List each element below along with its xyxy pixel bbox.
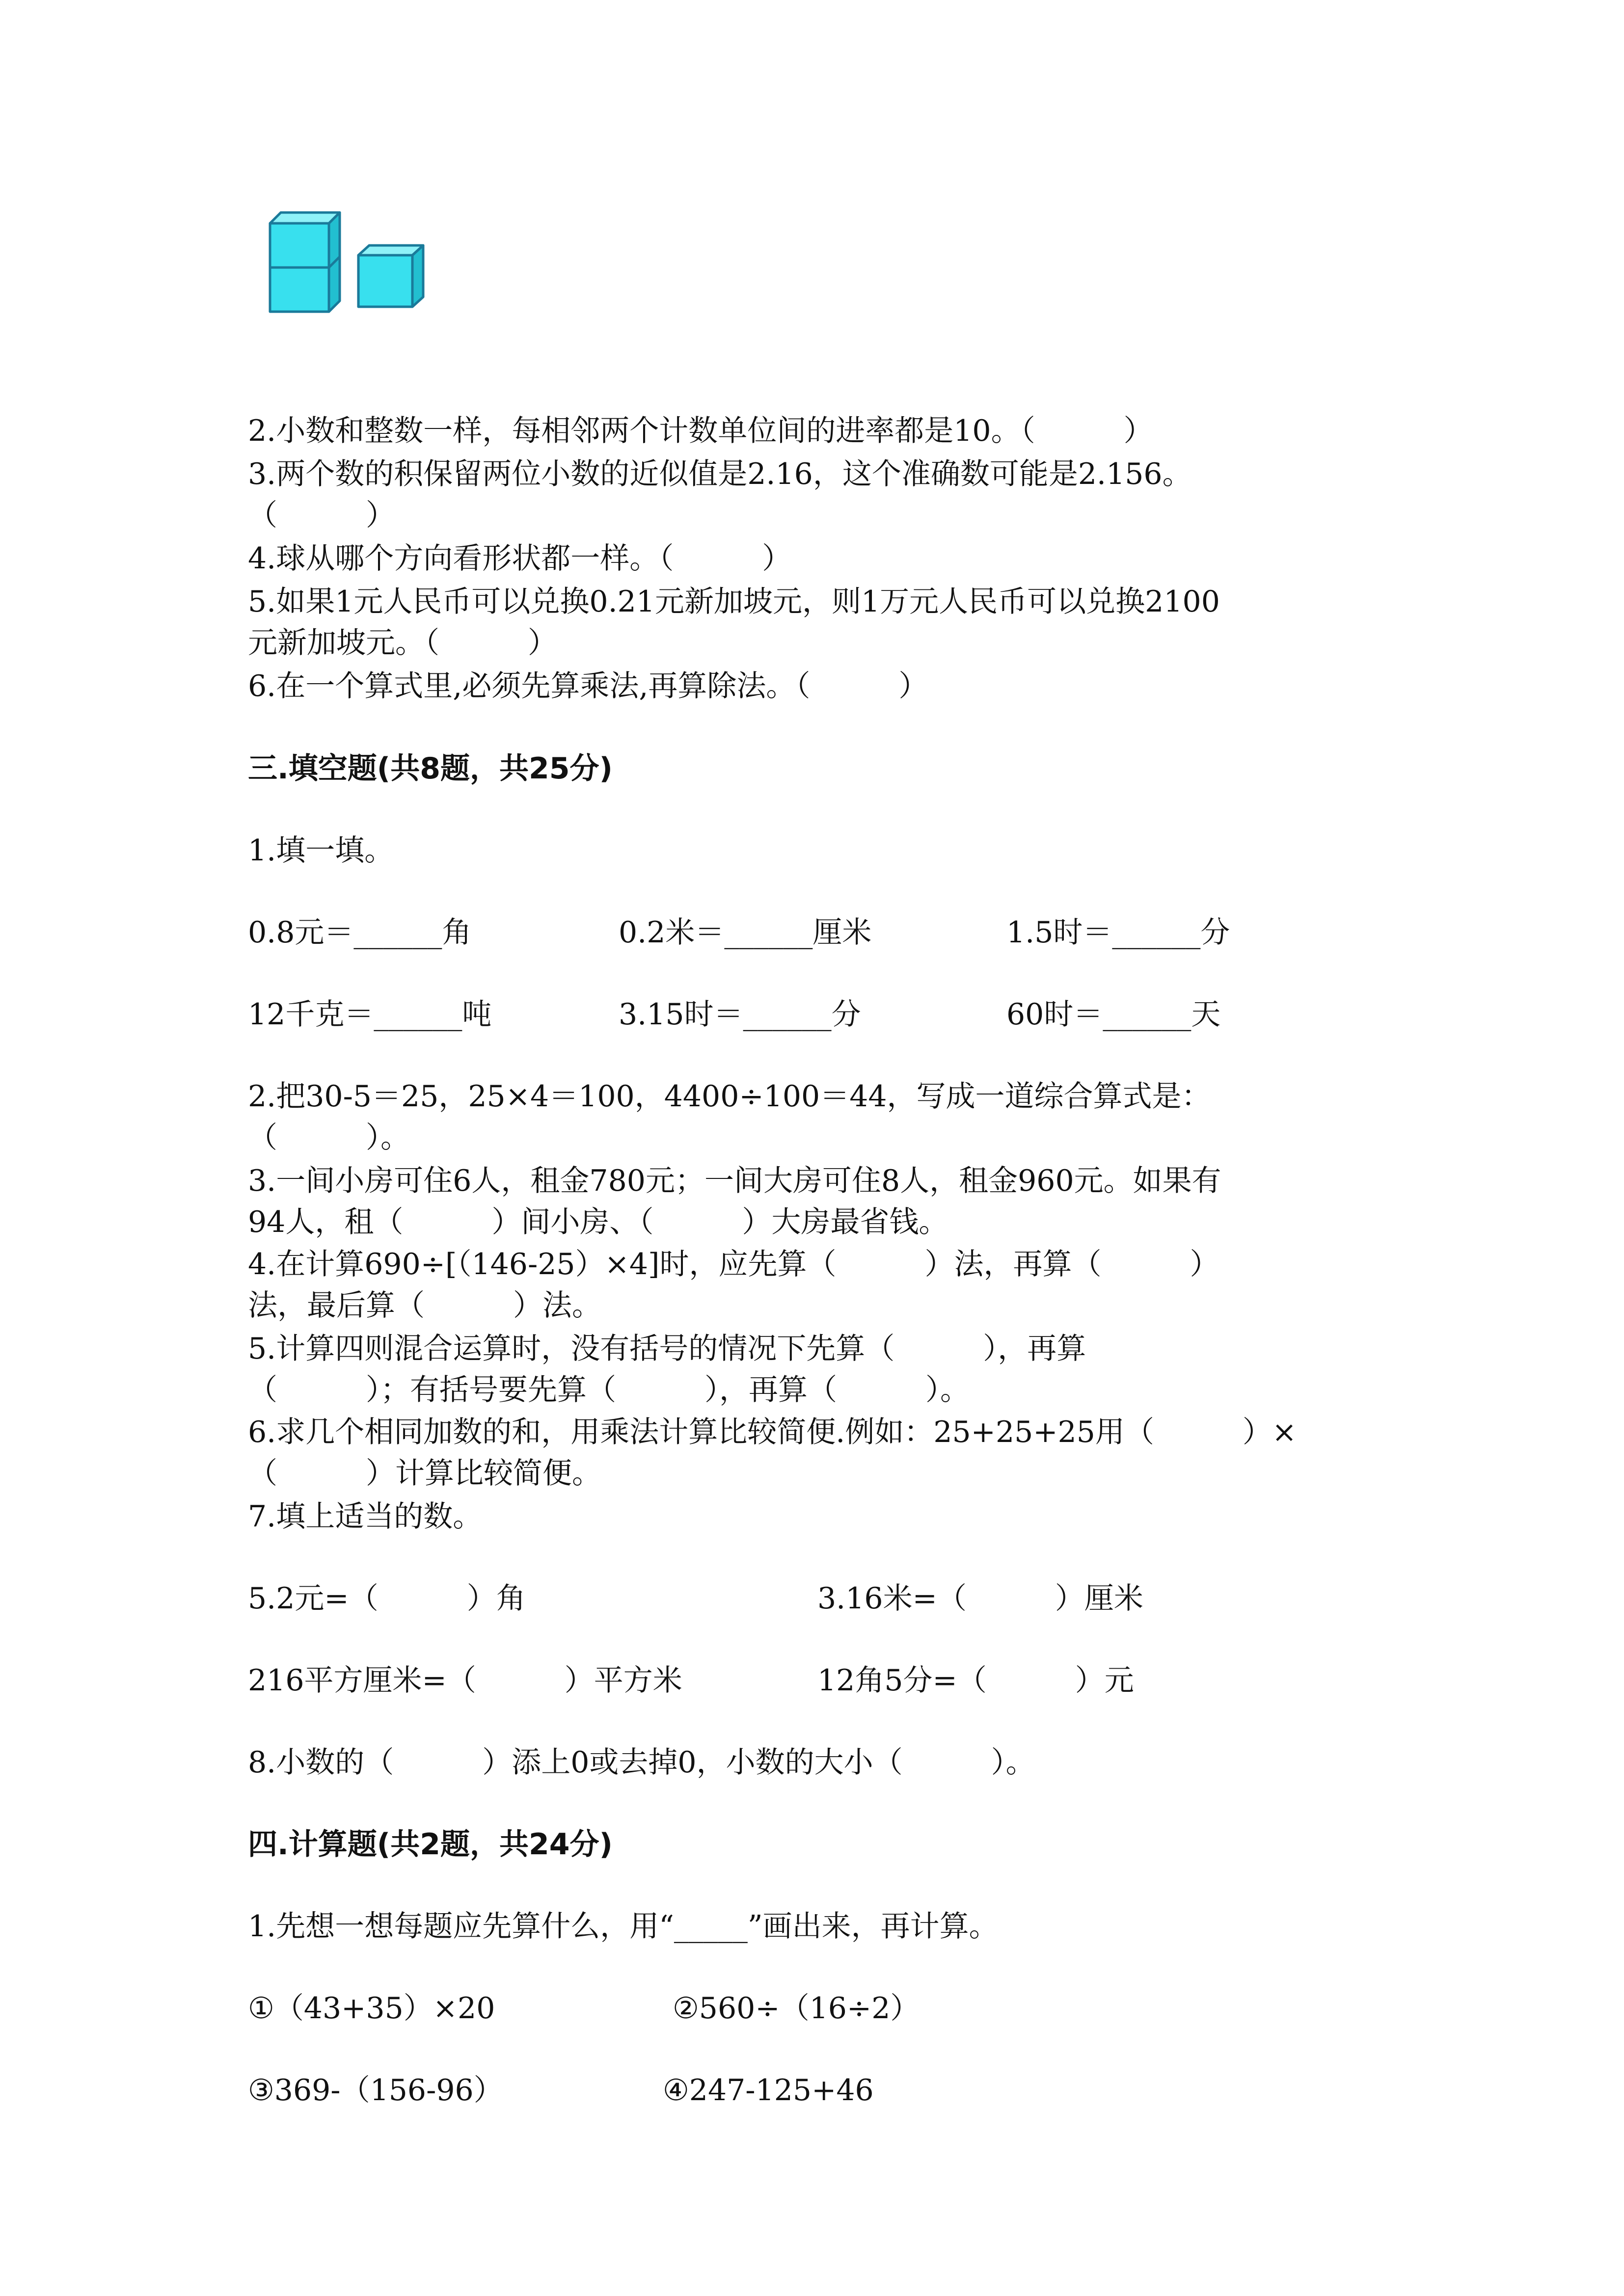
fill-item: 0.8元＝______角 xyxy=(248,915,472,950)
fill-item: 5.2元=（ ）角 xyxy=(248,1581,526,1616)
question-3-2: 2.把30-5＝25，25×4＝100，4400÷100＝44，写成一道综合算式是： xyxy=(248,1079,1211,1114)
question-2-2: 2.小数和整数一样，每相邻两个计数单位间的进率都是10。（ ） xyxy=(248,414,1153,448)
fill-item: 216平方厘米=（ ）平方米 xyxy=(248,1663,682,1698)
question-3-8: 8.小数的（ ）添上0或去掉0，小数的大小（ ）。 xyxy=(248,1745,1035,1780)
question-2-5-cont: 元新加坡元。（ ） xyxy=(248,626,557,660)
question-3-5-cont: （ ）；有括号要先算（ ），再算（ ）。 xyxy=(248,1373,970,1407)
question-3-2-answer: （ ）。 xyxy=(248,1121,410,1155)
question-3-7: 7.填上适当的数。 xyxy=(248,1499,483,1534)
question-2-6: 6.在一个算式里,必须先算乘法,再算除法。（ ） xyxy=(248,669,928,703)
fill-item: 60时＝______天 xyxy=(1006,997,1221,1032)
section-3-heading: 三.填空题(共8题，共25分) xyxy=(248,751,613,786)
fill-item: 3.15时＝______分 xyxy=(619,997,861,1032)
question-3-4-cont: 法，最后算（ ）法。 xyxy=(248,1288,601,1323)
question-3-6-cont: （ ）计算比较简便。 xyxy=(248,1456,601,1491)
question-2-3-answer: （ ） xyxy=(248,498,395,533)
question-3-3: 3.一间小房可住6人，租金780元；一间大房可住8人，租金960元。如果有 xyxy=(248,1164,1221,1198)
question-3-1: 1.填一填。 xyxy=(248,833,394,868)
fill-item: 12角5分=（ ）元 xyxy=(817,1663,1134,1698)
fill-item: 1.5时＝______分 xyxy=(1006,915,1230,950)
calc-item: ③369-（156-96） xyxy=(248,2073,503,2108)
question-3-4: 4.在计算690÷[（146-25）×4]时，应先算（ ）法，再算（ ） xyxy=(248,1247,1219,1281)
calc-item: ①（43+35）×20 xyxy=(248,1991,495,2026)
calc-item: ④247-125+46 xyxy=(663,2073,874,2108)
question-2-4: 4.球从哪个方向看形状都一样。（ ） xyxy=(248,541,792,576)
cubes-icon xyxy=(265,209,427,317)
question-2-5: 5.如果1元人民币可以兑换0.21元新加坡元，则1万元人民币可以兑换2100 xyxy=(248,585,1220,619)
stacked-cubes xyxy=(270,213,340,312)
calc-item: ②560÷（16÷2） xyxy=(673,1991,920,2026)
fill-item: 3.16米=（ ）厘米 xyxy=(817,1581,1143,1616)
question-3-6: 6.求几个相同加数的和，用乘法计算比较简便.例如：25+25+25用（ ）× xyxy=(248,1415,1297,1449)
section-4-heading: 四.计算题(共2题，共24分) xyxy=(248,1827,613,1862)
question-4-1: 1.先想一想每题应先算什么，用“_____”画出来，再计算。 xyxy=(248,1909,999,1944)
fill-item: 0.2米＝______厘米 xyxy=(619,915,872,950)
question-3-3-cont: 94人，租（ ）间小房、（ ）大房最省钱。 xyxy=(248,1205,948,1239)
question-2-3: 3.两个数的积保留两位小数的近似值是2.16，这个准确数可能是2.156。 xyxy=(248,457,1192,491)
question-3-5: 5.计算四则混合运算时，没有括号的情况下先算（ ），再算 xyxy=(248,1332,1086,1366)
single-cube xyxy=(358,245,423,307)
fill-item: 12千克＝______吨 xyxy=(248,997,492,1032)
